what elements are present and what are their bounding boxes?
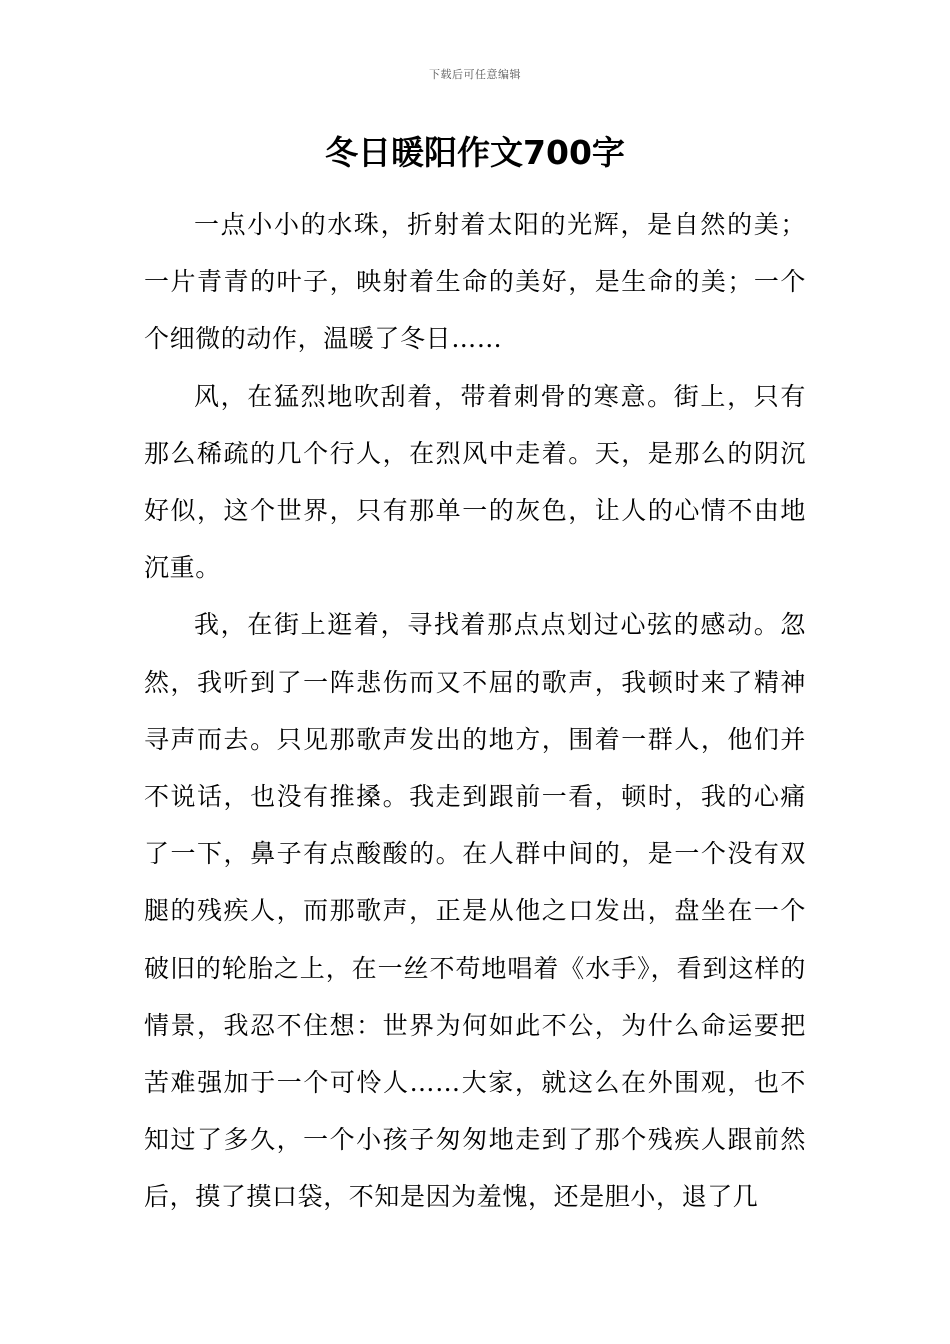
paragraph-1: 一点小小的水珠，折射着太阳的光辉，是自然的美；一片青青的叶子，映射着生命的美好，是生命的美；一个个细微的动作，温暖了冬日……	[144, 210, 806, 354]
document-title: 冬日暖阳作文700字	[325, 133, 625, 172]
header-note: 下载后可任意编辑	[429, 68, 521, 81]
paragraph-3: 我，在街上逛着，寻找着那点点划过心弦的感动。忽然，我听到了一阵悲伤而又不屈的歌声，我顿时来了精神寻声而去。只见那歌声发出的地方，围着一群人，他们并不说话，也没有推搡。我走到跟前一看，顿时，我的心痛了一下，鼻子有点酸酸的。在人群中间的，是一个没有双腿的残疾人，而那歌声，正是从他之口发出，盘坐在一个破旧的轮胎之上，在一丝不苟地唱着《水手》，看到这样的情景，我忍不住想：世界为何如此不公，为什么命运要把苦难强加于一个可怜人……大家，就这么在外围观，也不知过了多久，一个小孩子匆匆地走到了那个残疾人跟前然后，摸了摸口袋，不知是因为羞愧，还是胆小，退了几	[144, 610, 806, 1212]
paragraph-2: 风，在猛烈地吹刮着，带着刺骨的寒意。街上，只有那么稀疏的几个行人，在烈风中走着。天，是那么的阴沉好似，这个世界，只有那单一的灰色，让人的心情不由地沉重。	[144, 381, 806, 583]
document-body	[144, 196, 806, 1226]
